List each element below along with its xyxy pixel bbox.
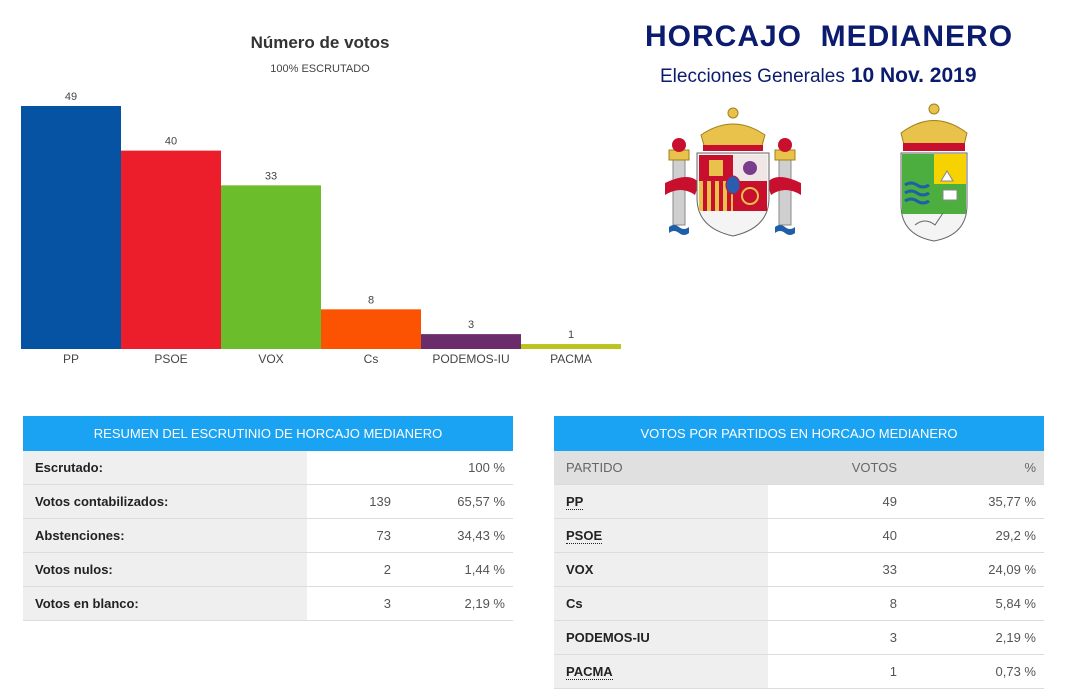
summary-percent: 34,43 %	[399, 519, 513, 553]
summary-row	[23, 587, 513, 621]
party-percent: 24,09 %	[905, 553, 1044, 587]
party-percent: 2,19 %	[905, 621, 1044, 655]
summary-row	[23, 451, 513, 485]
town-title: HORCAJO MEDIANERO	[645, 20, 1014, 53]
column-header-votes: VOTOS	[768, 451, 905, 485]
party-row	[554, 485, 1044, 519]
bar-value-label: 1	[567, 329, 575, 342]
town-coat-of-arms-image	[893, 103, 975, 243]
party-row	[554, 655, 1044, 689]
party-name-cell	[554, 587, 768, 621]
column-header-percent: %	[905, 451, 1044, 485]
bar-vox	[221, 185, 321, 349]
party-row	[554, 621, 1044, 655]
parties-panel	[554, 416, 1044, 689]
summary-row	[23, 519, 513, 553]
summary-count: 3	[307, 587, 399, 621]
summary-label: Votos contabilizados:	[23, 485, 307, 519]
parties-header-row	[554, 451, 1044, 485]
bar-value-label: 40	[164, 135, 178, 148]
party-name: VOX	[566, 562, 594, 577]
party-name: PODEMOS-IU	[566, 630, 650, 645]
chart-subtitle: 100% ESCRUTADO	[270, 63, 370, 75]
summary-count	[307, 451, 399, 485]
summary-table	[23, 451, 513, 621]
summary-label: Votos nulos:	[23, 553, 307, 587]
party-row	[554, 587, 1044, 621]
summary-label: Escrutado:	[23, 451, 307, 485]
bar-cs	[321, 309, 421, 349]
bar-pp	[21, 106, 121, 349]
x-tick-label: PSOE	[154, 352, 188, 366]
party-name-cell	[554, 485, 768, 519]
bar-value-label: 8	[367, 294, 375, 307]
x-tick-label: PODEMOS-IU	[432, 352, 510, 366]
summary-count: 73	[307, 519, 399, 553]
summary-count: 139	[307, 485, 399, 519]
summary-percent: 1,44 %	[399, 553, 513, 587]
bar-value-label: 33	[264, 170, 278, 183]
party-percent: 0,73 %	[905, 655, 1044, 689]
bar-value-label: 49	[64, 91, 78, 103]
party-votes: 33	[768, 553, 905, 587]
parties-table	[554, 451, 1044, 689]
party-name-cell	[554, 519, 768, 553]
summary-percent: 2,19 %	[399, 587, 513, 621]
party-votes: 3	[768, 621, 905, 655]
bar-pacma	[521, 344, 621, 349]
x-tick-label: PACMA	[550, 352, 592, 366]
party-name[interactable]: PSOE	[566, 528, 603, 543]
x-tick-label: Cs	[363, 352, 379, 366]
summary-row	[23, 485, 513, 519]
party-votes: 40	[768, 519, 905, 553]
summary-percent: 100 %	[399, 451, 513, 485]
party-row	[554, 553, 1044, 587]
summary-count: 2	[307, 553, 399, 587]
party-votes: 1	[768, 655, 905, 689]
parties-title: VOTOS POR PARTIDOS EN HORCAJO MEDIANERO	[554, 416, 1044, 451]
election-name: Elecciones Generales	[660, 66, 845, 87]
x-tick-label: PP	[62, 352, 80, 366]
election-line	[660, 64, 977, 88]
election-date: 10 Nov. 2019	[850, 64, 977, 87]
party-name[interactable]: PACMA	[566, 664, 613, 679]
party-percent: 5,84 %	[905, 587, 1044, 621]
party-percent: 29,2 %	[905, 519, 1044, 553]
summary-label: Votos en blanco:	[23, 587, 307, 621]
chart-title: Número de votos	[250, 33, 390, 52]
spain-coat-of-arms-image	[665, 105, 801, 240]
bar-value-label: 3	[467, 319, 475, 332]
party-row	[554, 519, 1044, 553]
party-votes: 49	[768, 485, 905, 519]
party-name-cell	[554, 553, 768, 587]
x-tick-label: VOX	[258, 352, 284, 366]
party-name-cell	[554, 621, 768, 655]
party-name[interactable]: PP	[566, 494, 584, 509]
summary-label: Abstenciones:	[23, 519, 307, 553]
summary-panel	[23, 416, 513, 621]
votes-bar-chart	[0, 0, 640, 380]
summary-percent: 65,57 %	[399, 485, 513, 519]
party-name: Cs	[566, 596, 583, 611]
bar-podemos-iu	[421, 334, 521, 349]
bar-psoe	[121, 151, 221, 349]
summary-title: RESUMEN DEL ESCRUTINIO DE HORCAJO MEDIANERO	[23, 416, 513, 451]
party-percent: 35,77 %	[905, 485, 1044, 519]
column-header-party: PARTIDO	[554, 451, 768, 485]
party-votes: 8	[768, 587, 905, 621]
party-name-cell	[554, 655, 768, 689]
summary-row	[23, 553, 513, 587]
